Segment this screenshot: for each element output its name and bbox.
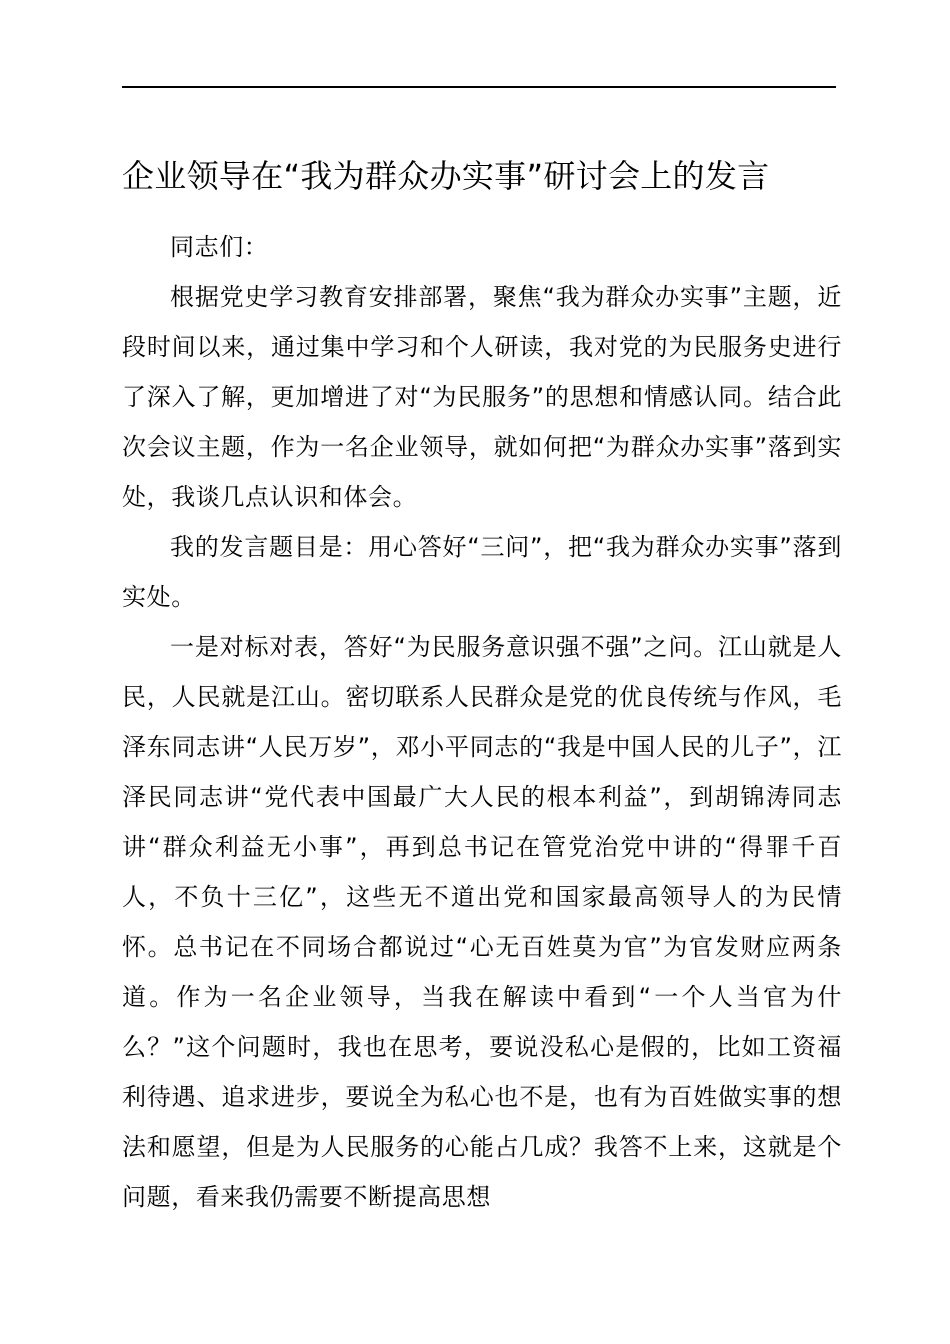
paragraph-point-one: 一是对标对表，答好“为民服务意识强不强”之问。江山就是人民，人民就是江山。密切联系人民群众是党的优良传统与作风，毛泽东同志讲“人民万岁”，邓小平同志的“我是中国人民的儿子”，江泽民同志讲“党代表中国最广大人民的根本利益”，到胡锦涛同志讲“群众利益无小事”，再到总书记在管党治党中讲的“得罪千百人，不负十三亿”，这些无不道出党和国家最高领导人的为民情怀。总书记在不同场合都说过“心无百姓莫为官”为官发财应两条道。作为一名企业领导，当我在解读中看到“一个人当官为什么？”这个问题时，我也在思考，要说没私心是假的，比如工资福利待遇、追求进步，要说全为私心也不是，也有为百姓做实事的想法和愿望，但是为人民服务的心能占几成？我答不上来，这就是个问题，看来我仍需要不断提高思想 bbox=[122, 633, 842, 1211]
greeting: 同志们： bbox=[170, 233, 269, 261]
paragraph-intro: 根据党史学习教育安排部署，聚焦“我为群众办实事”主题，近段时间以来，通过集中学习和个人研读，我对党的为民服务史进行了深入了解，更加增进了对“为民服务”的思想和情感认同。结合此次会议主题，作为一名企业领导，就如何把“为群众办实事”落到实处，我谈几点认识和体会。 bbox=[122, 283, 842, 511]
header-rule bbox=[122, 86, 836, 88]
document-title: 企业领导在“我为群众办实事”研讨会上的发言 bbox=[122, 157, 770, 195]
document-body bbox=[122, 222, 842, 1222]
paragraph-topic: 我的发言题目是：用心答好“三问”，把“我为群众办实事”落到实处。 bbox=[122, 533, 842, 611]
